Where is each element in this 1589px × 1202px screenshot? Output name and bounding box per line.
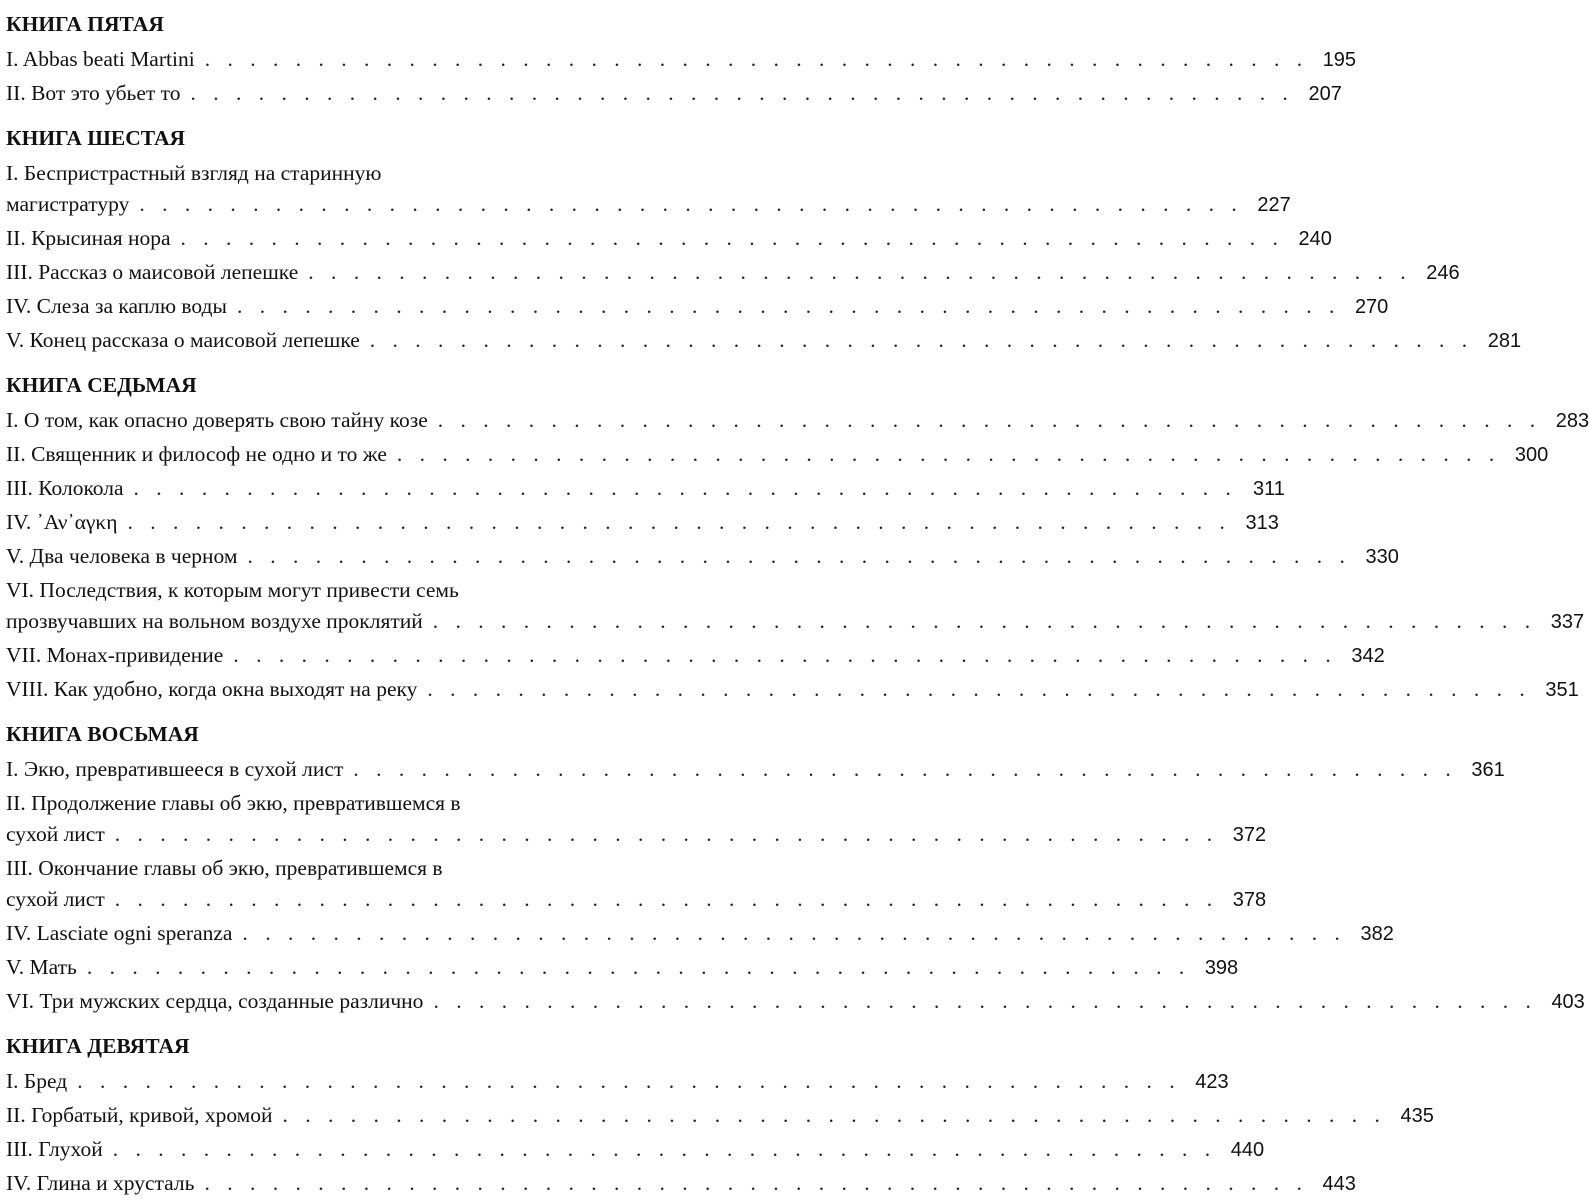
chapter-title-line: VI. Последствия, к которым могут привести семь	[6, 578, 459, 602]
page-number: 398	[1204, 957, 1239, 979]
book-section	[6, 118, 1522, 357]
book-section	[6, 1026, 1434, 1200]
toc-entry[interactable]	[6, 541, 1399, 573]
toc-entry[interactable]	[6, 853, 1267, 916]
page-number: 311	[1253, 478, 1285, 500]
toc-entry[interactable]	[6, 640, 1385, 672]
toc-entry[interactable]	[6, 257, 1460, 289]
chapter-title: I. О том, как опасно доверять свою тайну козе	[6, 408, 428, 432]
dot-leader: . . . . . . . . . . . . . . . . . . . . . . . . . . . . . . . . . . . . . . . . . . . . . . . . .	[396, 442, 1501, 466]
chapter-title: магистратуру	[6, 192, 130, 216]
dot-leader: . . . . . . . . . . . . . . . . . . . . . . . . . . . . . . . . . . . . . . . . . . . . . . . . .	[233, 643, 1337, 667]
toc-entry[interactable]	[6, 473, 1285, 505]
page-number: 300	[1514, 444, 1549, 466]
toc-entry[interactable]	[6, 405, 1589, 437]
toc-entry[interactable]	[6, 952, 1239, 984]
dot-leader: . . . . . . . . . . . . . . . . . . . . . . . . . . . . . . . . . . . . . . . . . . . . . . . . .	[433, 989, 1537, 1013]
page-number: 227	[1257, 194, 1291, 216]
dot-leader: . . . . . . . . . . . . . . . . . . . . . . . . . . . . . . . . . . . . . . . . . . . . . . . . .	[114, 887, 1219, 911]
dot-leader: . . . . . . . . . . . . . . . . . . . . . . . . . . . . . . . . . . . . . . . . . . . . . . . . .	[180, 226, 1284, 250]
page-number: 246	[1426, 262, 1460, 284]
dot-leader: . . . . . . . . . . . . . . . . . . . . . . . . . . . . . . . . . . . . . . . . . . . . . . . . .	[204, 1171, 1308, 1195]
dot-leader: . . . . . . . . . . . . . . . . . . . . . . . . . . . . . . . . . . . . . . . . . . . . . . . . .	[247, 544, 1351, 568]
dot-leader: . . . . . . . . . . . . . . . . . . . . . . . . . . . . . . . . . . . . . . . . . . . . . . . . .	[427, 677, 1531, 701]
chapter-title: I. Экю, превратившееся в сухой лист	[6, 757, 344, 781]
chapter-title: V. Конец рассказа о маисовой лепешке	[6, 328, 360, 352]
page-number: 281	[1487, 330, 1522, 352]
chapter-title-line: III. Окончание главы об экю, превратившемся в	[6, 856, 443, 880]
dot-leader: . . . . . . . . . . . . . . . . . . . . . . . . . . . . . . . . . . . . . . . . . . . . . . . . .	[77, 1069, 1181, 1093]
book-title: КНИГА ДЕВЯТАЯ	[6, 1034, 190, 1058]
chapter-title: I. Бред	[6, 1069, 68, 1093]
chapter-title: III. Глухой	[6, 1137, 103, 1161]
chapter-title: VIII. Как удобно, когда окна выходят на реку	[6, 677, 418, 701]
dot-leader: . . . . . . . . . . . . . . . . . . . . . . . . . . . . . . . . . . . . . . . . . . . . . . . . .	[437, 408, 1542, 432]
chapter-title: IV. Lasciate ogni speranza	[6, 921, 233, 945]
page-number: 435	[1400, 1105, 1434, 1127]
page-number: 382	[1360, 923, 1394, 945]
toc-entry[interactable]	[6, 439, 1549, 471]
dot-leader: . . . . . . . . . . . . . . . . . . . . . . . . . . . . . . . . . . . . . . . . . . . . . . . . .	[308, 260, 1412, 284]
chapter-title: II. Вот это убьет то	[6, 81, 181, 105]
dot-leader: . . . . . . . . . . . . . . . . . . . . . . . . . . . . . . . . . . . . . . . . . . . . . . . . .	[236, 294, 1341, 318]
dot-leader: . . . . . . . . . . . . . . . . . . . . . . . . . . . . . . . . . . . . . . . . . . . . . . . . .	[86, 955, 1191, 979]
chapter-title: V. Два человека в черном	[6, 544, 238, 568]
dot-leader: . . . . . . . . . . . . . . . . . . . . . . . . . . . . . . . . . . . . . . . . . . . . . . . . .	[353, 757, 1457, 781]
toc-entry[interactable]	[6, 78, 1342, 110]
page-number: 361	[1471, 759, 1505, 781]
dot-leader: . . . . . . . . . . . . . . . . . . . . . . . . . . . . . . . . . . . . . . . . . . . . . . . . .	[204, 47, 1309, 71]
page-number: 240	[1298, 228, 1332, 250]
toc-entry[interactable]	[6, 754, 1505, 786]
chapter-title: сухой лист	[6, 887, 105, 911]
page-number: 443	[1322, 1173, 1356, 1195]
toc-entry[interactable]	[6, 918, 1394, 950]
book-section	[6, 4, 1357, 110]
toc-entry[interactable]	[6, 291, 1389, 323]
table-of-contents	[6, 4, 1589, 1202]
page-number: 207	[1308, 83, 1342, 105]
book-title: КНИГА ПЯТАЯ	[6, 12, 164, 36]
toc-entry[interactable]	[6, 507, 1279, 539]
dot-leader: . . . . . . . . . . . . . . . . . . . . . . . . . . . . . . . . . . . . . . . . . . . . . . . . .	[432, 609, 1537, 633]
chapter-title: II. Крысиная нора	[6, 226, 171, 250]
chapter-title: II. Священник и философ не одно и то же	[6, 442, 387, 466]
book-title: КНИГА ВОСЬМАЯ	[6, 722, 199, 746]
chapter-title: III. Рассказ о маисовой лепешке	[6, 260, 299, 284]
toc-entry[interactable]	[6, 44, 1357, 76]
dot-leader: . . . . . . . . . . . . . . . . . . . . . . . . . . . . . . . . . . . . . . . . . . . . . . . . .	[242, 921, 1346, 945]
page-number: 342	[1351, 645, 1385, 667]
page-number: 372	[1232, 824, 1267, 846]
toc-entry[interactable]	[6, 575, 1585, 638]
dot-leader: . . . . . . . . . . . . . . . . . . . . . . . . . . . . . . . . . . . . . . . . . . . . . . . . .	[190, 81, 1294, 105]
page-number: 423	[1195, 1071, 1229, 1093]
toc-entry[interactable]	[6, 325, 1522, 357]
toc-entry[interactable]	[6, 986, 1585, 1018]
book-title: КНИГА ШЕСТАЯ	[6, 126, 186, 150]
chapter-title: V. Мать	[6, 955, 77, 979]
dot-leader: . . . . . . . . . . . . . . . . . . . . . . . . . . . . . . . . . . . . . . . . . . . . . . . . .	[127, 510, 1231, 534]
toc-entry[interactable]	[6, 158, 1291, 221]
chapter-title: сухой лист	[6, 822, 105, 846]
page-number: 403	[1551, 991, 1585, 1013]
chapter-title-line: I. Беспристрастный взгляд на старинную	[6, 161, 382, 185]
toc-entry[interactable]	[6, 674, 1579, 706]
toc-entry[interactable]	[6, 788, 1267, 851]
dot-leader: . . . . . . . . . . . . . . . . . . . . . . . . . . . . . . . . . . . . . . . . . . . . . . . . .	[282, 1103, 1386, 1127]
toc-entry[interactable]	[6, 1168, 1356, 1200]
toc-entry[interactable]	[6, 1134, 1265, 1166]
page-number: 330	[1365, 546, 1399, 568]
dot-leader: . . . . . . . . . . . . . . . . . . . . . . . . . . . . . . . . . . . . . . . . . . . . . . . . .	[369, 328, 1474, 352]
page-number: 351	[1545, 679, 1579, 701]
chapter-title: VI. Три мужских сердца, созданные различно	[6, 989, 424, 1013]
chapter-title: IV. Глина и хрусталь	[6, 1171, 195, 1195]
toc-entry[interactable]	[6, 1066, 1229, 1098]
chapter-title: IV. ᾿Αν᾿αγκη	[6, 510, 118, 534]
toc-entry[interactable]	[6, 1100, 1434, 1132]
dot-leader: . . . . . . . . . . . . . . . . . . . . . . . . . . . . . . . . . . . . . . . . . . . . . . . . .	[114, 822, 1219, 846]
page-number: 270	[1354, 296, 1389, 318]
chapter-title: IV. Слеза за каплю воды	[6, 294, 227, 318]
dot-leader: . . . . . . . . . . . . . . . . . . . . . . . . . . . . . . . . . . . . . . . . . . . . . . . . .	[139, 192, 1243, 216]
chapter-title: прозвучавших на вольном воздухе проклятий	[6, 609, 423, 633]
chapter-title-line: II. Продолжение главы об экю, превратившемся в	[6, 791, 461, 815]
page-number: 313	[1245, 512, 1279, 534]
page-number: 283	[1555, 410, 1589, 432]
dot-leader: . . . . . . . . . . . . . . . . . . . . . . . . . . . . . . . . . . . . . . . . . . . . . . . . .	[133, 476, 1237, 500]
dot-leader: . . . . . . . . . . . . . . . . . . . . . . . . . . . . . . . . . . . . . . . . . . . . . . . . .	[112, 1137, 1217, 1161]
chapter-title: VII. Монах-привидение	[6, 643, 224, 667]
book-title: КНИГА СЕДЬМАЯ	[6, 373, 197, 397]
chapter-title: III. Колокола	[6, 476, 124, 500]
book-section	[6, 365, 1589, 706]
toc-entry[interactable]	[6, 223, 1332, 255]
book-section	[6, 714, 1585, 1018]
page-number: 440	[1230, 1139, 1265, 1161]
page-number: 337	[1550, 611, 1585, 633]
page-number: 378	[1232, 889, 1267, 911]
page-number: 195	[1322, 49, 1357, 71]
chapter-title: I. Abbas beati Martini	[6, 47, 195, 71]
chapter-title: II. Горбатый, кривой, хромой	[6, 1103, 273, 1127]
